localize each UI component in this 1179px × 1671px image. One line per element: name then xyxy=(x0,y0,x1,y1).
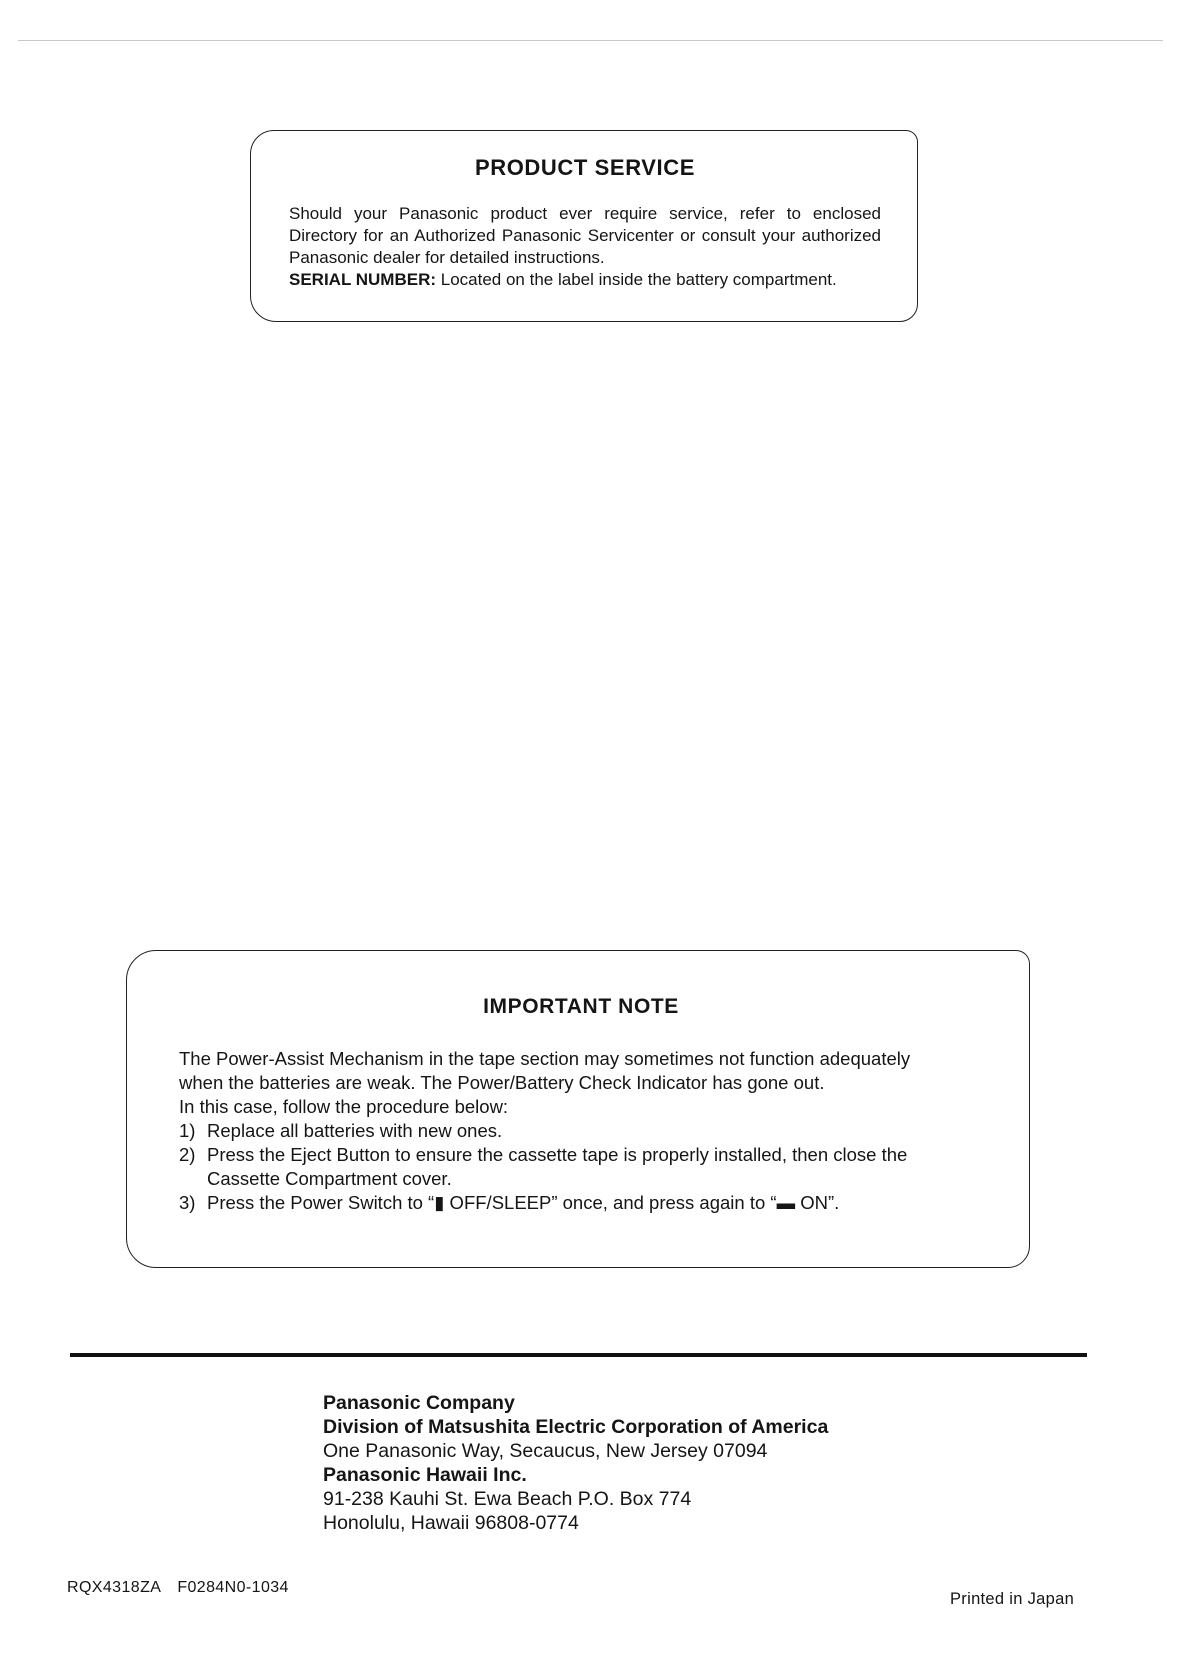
model-code: RQX4318ZA xyxy=(67,1579,162,1596)
procedure-step xyxy=(179,1143,983,1191)
hawaii-city-line: Honolulu, Hawaii 96808-0774 xyxy=(323,1512,579,1534)
product-service-box xyxy=(250,130,918,322)
print-code: F0284N0-1034 xyxy=(177,1579,289,1596)
important-note-title: IMPORTANT NOTE xyxy=(483,995,679,1018)
step-number: 3) xyxy=(179,1192,196,1213)
procedure-step xyxy=(179,1191,983,1215)
company-info xyxy=(323,1391,828,1535)
important-note-intro-2: when the batteries are weak. The Power/Battery Check Indicator has gone out. xyxy=(179,1072,825,1093)
company-address-line: One Panasonic Way, Secaucus, New Jersey 07094 xyxy=(323,1440,768,1462)
company-name: Panasonic Company xyxy=(323,1392,515,1414)
serial-number-line xyxy=(289,269,881,291)
important-note-box xyxy=(126,950,1030,1268)
important-note-intro-3: In this case, follow the procedure below: xyxy=(179,1096,509,1117)
document-code xyxy=(67,1579,289,1597)
step-number: 2) xyxy=(179,1144,196,1165)
bottom-rule xyxy=(70,1353,1087,1357)
step-text: Press the Eject Button to ensure the cassette tape is properly installed, then close the Cassette Compartment cover. xyxy=(207,1144,908,1189)
top-rule xyxy=(18,40,1163,41)
serial-number-label: SERIAL NUMBER: xyxy=(289,270,437,289)
procedure-steps xyxy=(179,1119,983,1215)
company-division: Division of Matsushita Electric Corporation of America xyxy=(323,1416,829,1438)
product-service-title: PRODUCT SERVICE xyxy=(474,155,696,180)
hawaii-company-name: Panasonic Hawaii Inc. xyxy=(323,1464,527,1486)
important-note-intro-1: The Power-Assist Mechanism in the tape section may sometimes not function adequately xyxy=(179,1048,911,1069)
serial-number-text: Located on the label inside the battery compartment. xyxy=(436,270,837,289)
step-text: Replace all batteries with new ones. xyxy=(207,1120,503,1141)
on-symbol-icon: ▬ xyxy=(776,1192,796,1213)
hawaii-address-line: 91-238 Kauhi St. Ewa Beach P.O. Box 774 xyxy=(323,1488,692,1510)
off-sleep-symbol-icon: ▮ xyxy=(434,1192,445,1213)
step-text: Press the Power Switch to “▮ OFF/SLEEP” once, and press again to “▬ ON”. xyxy=(207,1192,840,1213)
step-number: 1) xyxy=(179,1120,196,1141)
product-service-body: Should your Panasonic product ever require service, refer to enclosed Directory for an Authorized Panasonic Servicenter or consult your authorized Panasonic dealer for detailed instructions. xyxy=(289,204,881,267)
procedure-step xyxy=(179,1119,983,1143)
printed-in-japan: Printed in Japan xyxy=(950,1590,1075,1608)
